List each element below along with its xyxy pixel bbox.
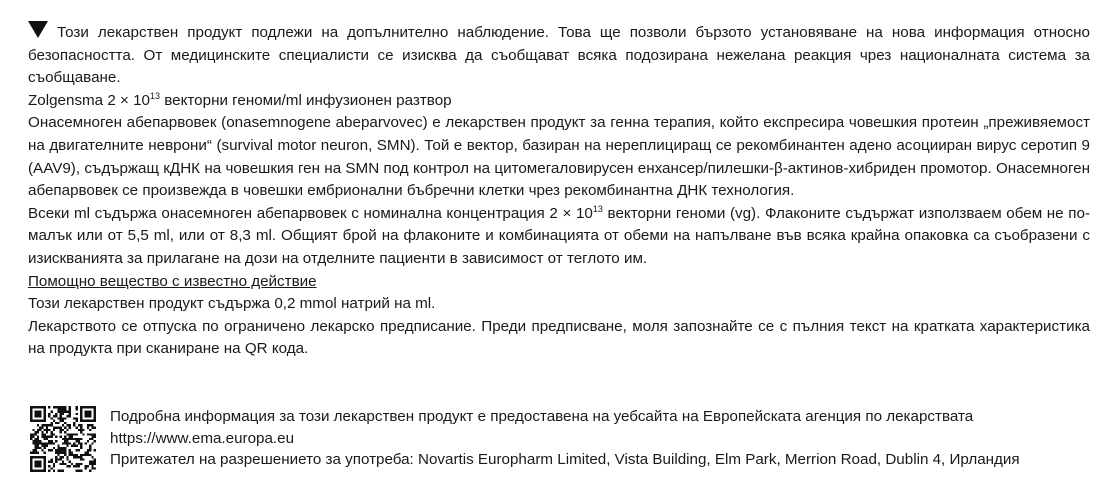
ema-url-link[interactable]: https://www.ema.europa.eu	[110, 429, 295, 447]
excipient-text: Този лекарствен продукт съдържа 0,2 mmol натрий на ml.	[28, 295, 436, 313]
product-name: Zolgensma $2 \times 10^{13}$ векторни геноми/ml инфузионен разтвор	[28, 90, 452, 109]
prescription-text: Лекарството се отпуска по ограничено лекарско предписание. Преди предписване, моля запознайте се с пълния текст на кратката характеристика на продукта при сканиране на QR кода.	[28, 317, 1090, 358]
product-description: Онасемноген абепарвовек (onasemnogene abeparvovec) е лекарствен продукт за генна терапия, който експресира човешкия протеин „преживяемост на двигателните неврони“ (survival motor neuron, SMN). Той е вектор, базиран на нереплициращ се рекомбинантен адено асоцииран вирус серотип 9 (AAV9), съдържащ кДНК на човешкия ген на SMN под контрол на цитомегаловирусен енхансер/пилешки-β-актинов-хибриден промотор. Онасемноген абепарвовек се произвежда в човешки ембрионални бъбречни клетки чрез рекомбинантна ДНК технология.	[28, 114, 1090, 200]
marketing-authorisation-holder: Притежател на разрешението за употреба: Novartis Europharm Limited, Vista Building, Elm Park, Merrion Road, Dublin 4, Ирландия	[110, 451, 1020, 468]
composition: Всеки ml съдържа онасемноген абепарвовек с номинална концентрация $2 \times 10^{13}$ векторни геноми (vg). Флаконите съдържат използваем обем не по-малък или от 5,5 ml, или от 8,3 ml. Общият брой на флаконите и комбинацията от обеми на напълване във всяка крайна опаковка са съобразени с изискванията за прилагане на дози на отделните пациенти в зависимост от теглото им.	[28, 203, 1091, 267]
footer-text	[110, 406, 1020, 471]
document-body	[28, 21, 1090, 361]
notice-text: Този лекарствен продукт подлежи на допълнително наблюдение. Това ще позволи бързото установяване на нова информация относно безопасността. От медицинските специалисти се изисква да съобщават всяка подозирана нежелана реакция чрез националната система за съобщаване.	[28, 24, 1090, 87]
excipient-heading: Помощно вещество с известно действие	[28, 272, 317, 290]
additional-monitoring-notice	[28, 21, 1090, 90]
footer	[30, 406, 1090, 470]
qr-code-icon[interactable]	[30, 406, 96, 472]
ema-info-text: Подробна информация за този лекарствен продукт е предоставена на уебсайта на Европейската агенция по лекарствата	[110, 408, 974, 425]
black-triangle-icon	[28, 21, 48, 38]
